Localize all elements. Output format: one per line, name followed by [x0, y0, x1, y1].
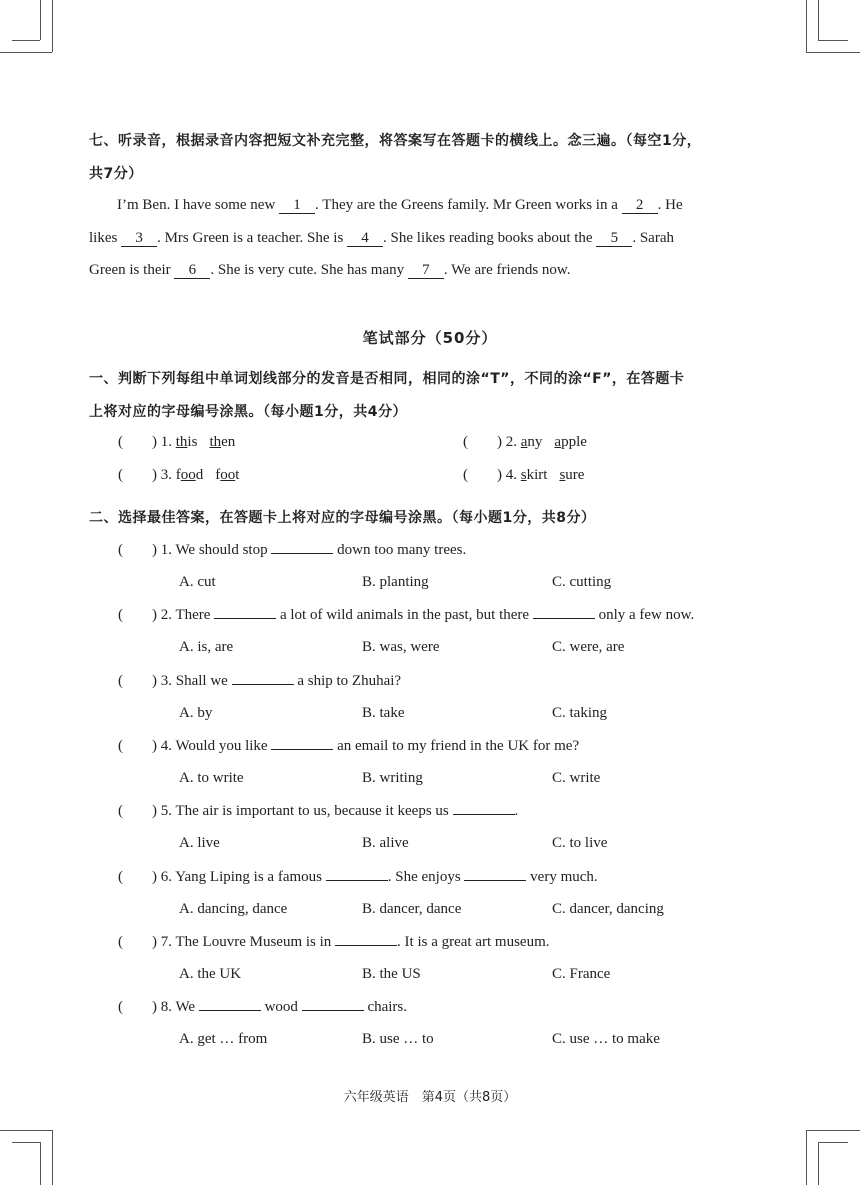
option-b[interactable]: B. writing [362, 770, 423, 786]
option-c[interactable]: C. were, are [552, 639, 625, 655]
option-a[interactable]: A. live [179, 835, 220, 851]
underlined-letters: s [559, 467, 566, 483]
part2-question-1 [118, 541, 466, 559]
passage-text: . He [657, 197, 683, 213]
answer-paren[interactable]: ( [118, 673, 123, 689]
passage-text: . She likes reading books about the [383, 230, 597, 246]
option-b[interactable]: B. alive [362, 835, 409, 851]
question-stem: . It is a great art museum. [397, 934, 550, 950]
answer-blank [302, 998, 364, 1011]
question-stem: down too many trees. [333, 542, 467, 558]
question-stem: very much. [526, 869, 598, 885]
question-stem: ) 1. We should stop [152, 542, 272, 558]
option-b[interactable]: B. the US [362, 966, 421, 982]
passage-text: . She is very cute. She has many [210, 262, 408, 278]
question-stem: ) 8. We [152, 999, 199, 1015]
passage-text: . They are the Greens family. Mr Green works in a [315, 197, 622, 213]
part2-question-3 [118, 672, 401, 690]
question-stem: only a few now. [594, 607, 695, 623]
answer-paren[interactable]: ( [118, 434, 123, 450]
option-a[interactable]: A. the UK [179, 966, 242, 982]
part2-question-6 [118, 868, 598, 886]
question-stem: ) 4. Would you like [152, 738, 272, 754]
question-stem: a ship to Zhuhai? [293, 673, 402, 689]
answer-blank [464, 868, 526, 881]
answer-paren[interactable]: ( [118, 999, 123, 1015]
question-stem: ) 2. There [152, 607, 215, 623]
word-rest: ny [527, 434, 543, 450]
question-stem: chairs. [363, 999, 408, 1015]
question-stem: ) 5. The air is important to us, because it keeps us [152, 803, 453, 819]
passage-line3 [89, 262, 860, 279]
written-part-title: 笔试部分（50分） [362, 329, 498, 347]
part2-question-4 [118, 737, 579, 755]
answer-paren[interactable]: ( [118, 803, 123, 819]
word-rest: t [235, 467, 240, 483]
blank-7[interactable]: 7 [408, 263, 444, 279]
page-footer: 六年级英语 第4页（共8页） [343, 1090, 517, 1105]
option-a[interactable]: A. to write [179, 770, 244, 786]
passage-text: . We are friends now. [443, 262, 571, 278]
option-c[interactable]: C. write [552, 770, 601, 786]
word-rest: kirt [526, 467, 548, 483]
answer-blank [271, 737, 333, 750]
question-stem: a lot of wild animals in the past, but there [276, 607, 533, 623]
underlined-letters: a [554, 434, 562, 450]
word-rest: is [187, 434, 198, 450]
option-c[interactable]: C. taking [552, 705, 607, 721]
answer-blank [232, 672, 294, 685]
question-stem: an email to my friend in the UK for me? [333, 738, 580, 754]
answer-paren[interactable]: ( [118, 934, 123, 950]
part2-question-8 [118, 998, 407, 1016]
question-number: ) 3. [152, 467, 176, 483]
question-number: ) 1. [152, 434, 176, 450]
option-b[interactable]: B. dancer, dance [362, 901, 462, 917]
part2-heading: 二、选择最佳答案，在答题卡上将对应的字母编号涂黑。（每小题1分，共8分） [89, 510, 596, 526]
question-stem: ) 6. Yang Liping is a famous [152, 869, 326, 885]
option-c[interactable]: C. cutting [552, 574, 612, 590]
blank-4[interactable]: 4 [347, 231, 383, 247]
option-a[interactable]: A. dancing, dance [179, 901, 288, 917]
question-stem: ) 7. The Louvre Museum is in [152, 934, 336, 950]
word-prefix: f [175, 467, 181, 483]
passage-line2 [89, 230, 860, 247]
part1-question-2 [463, 434, 587, 451]
answer-paren[interactable]: ( [463, 434, 468, 450]
part1-question-4 [463, 467, 584, 484]
answer-paren[interactable]: ( [118, 869, 123, 885]
part2-question-5 [118, 802, 518, 820]
word-rest: ure [565, 467, 585, 483]
answer-blank [533, 606, 595, 619]
answer-paren[interactable]: ( [463, 467, 468, 483]
word-prefix: f [215, 467, 221, 483]
word-rest: d [195, 467, 204, 483]
option-b[interactable]: B. was, were [362, 639, 440, 655]
option-a[interactable]: A. by [179, 705, 213, 721]
underlined-letters: s [520, 467, 527, 483]
option-c[interactable]: C. dancer, dancing [552, 901, 664, 917]
underlined-letters: oo [220, 467, 236, 483]
blank-3[interactable]: 3 [121, 231, 157, 247]
question-number: ) 4. [497, 467, 521, 483]
passage-text: . Sarah [632, 230, 674, 246]
passage-text: Green is their [89, 262, 175, 278]
blank-1[interactable]: 1 [279, 198, 315, 214]
answer-blank [453, 802, 515, 815]
answer-blank [335, 933, 397, 946]
part1-question-1 [118, 434, 235, 451]
answer-blank [199, 998, 261, 1011]
word-rest: en [221, 434, 236, 450]
underlined-letters: th [209, 434, 222, 450]
option-c[interactable]: C. France [552, 966, 611, 982]
question-stem: . [514, 803, 519, 819]
question-number: ) 2. [497, 434, 521, 450]
part1-heading-line1: 一、判断下列每组中单词划线部分的发音是否相同，相同的涂“T”，不同的涂“F”，在答题卡 [89, 371, 685, 387]
answer-blank [214, 606, 276, 619]
part1-heading-line2: 上将对应的字母编号涂黑。（每小题1分，共4分） [89, 404, 407, 420]
option-a[interactable]: A. get … from [179, 1031, 268, 1047]
question-stem: . She enjoys [387, 869, 465, 885]
answer-blank [271, 541, 333, 554]
option-c[interactable]: C. use … to make [552, 1031, 660, 1047]
underlined-letters: th [175, 434, 188, 450]
answer-paren[interactable]: ( [118, 467, 123, 483]
answer-paren[interactable]: ( [118, 738, 123, 754]
underlined-letters: a [520, 434, 528, 450]
part2-question-7 [118, 933, 550, 951]
question-stem: wood [260, 999, 302, 1015]
option-a[interactable]: A. is, are [179, 639, 234, 655]
option-a[interactable]: A. cut [179, 574, 216, 590]
part2-question-2 [118, 606, 694, 624]
word-rest: pple [561, 434, 587, 450]
blank-5[interactable]: 5 [596, 231, 632, 247]
answer-paren[interactable]: ( [118, 607, 123, 623]
option-b[interactable]: B. take [362, 705, 405, 721]
question-stem: ) 3. Shall we [152, 673, 232, 689]
option-b[interactable]: B. planting [362, 574, 429, 590]
blank-2[interactable]: 2 [622, 198, 658, 214]
blank-6[interactable]: 6 [174, 263, 210, 279]
passage-text: I’m Ben. I have some new [117, 197, 280, 213]
answer-paren[interactable]: ( [118, 542, 123, 558]
underlined-letters: oo [180, 467, 196, 483]
passage-line1 [117, 197, 860, 214]
option-b[interactable]: B. use … to [362, 1031, 434, 1047]
part1-question-3 [118, 467, 239, 484]
answer-blank [326, 868, 388, 881]
section7-heading-line2: 共7分） [89, 166, 143, 182]
passage-text: likes [89, 230, 122, 246]
passage-text: . Mrs Green is a teacher. She is [157, 230, 348, 246]
option-c[interactable]: C. to live [552, 835, 608, 851]
section7-heading-line1: 七、听录音，根据录音内容把短文补充完整，将答案写在答题卡的横线上。念三遍。（每空1分， [89, 133, 702, 149]
